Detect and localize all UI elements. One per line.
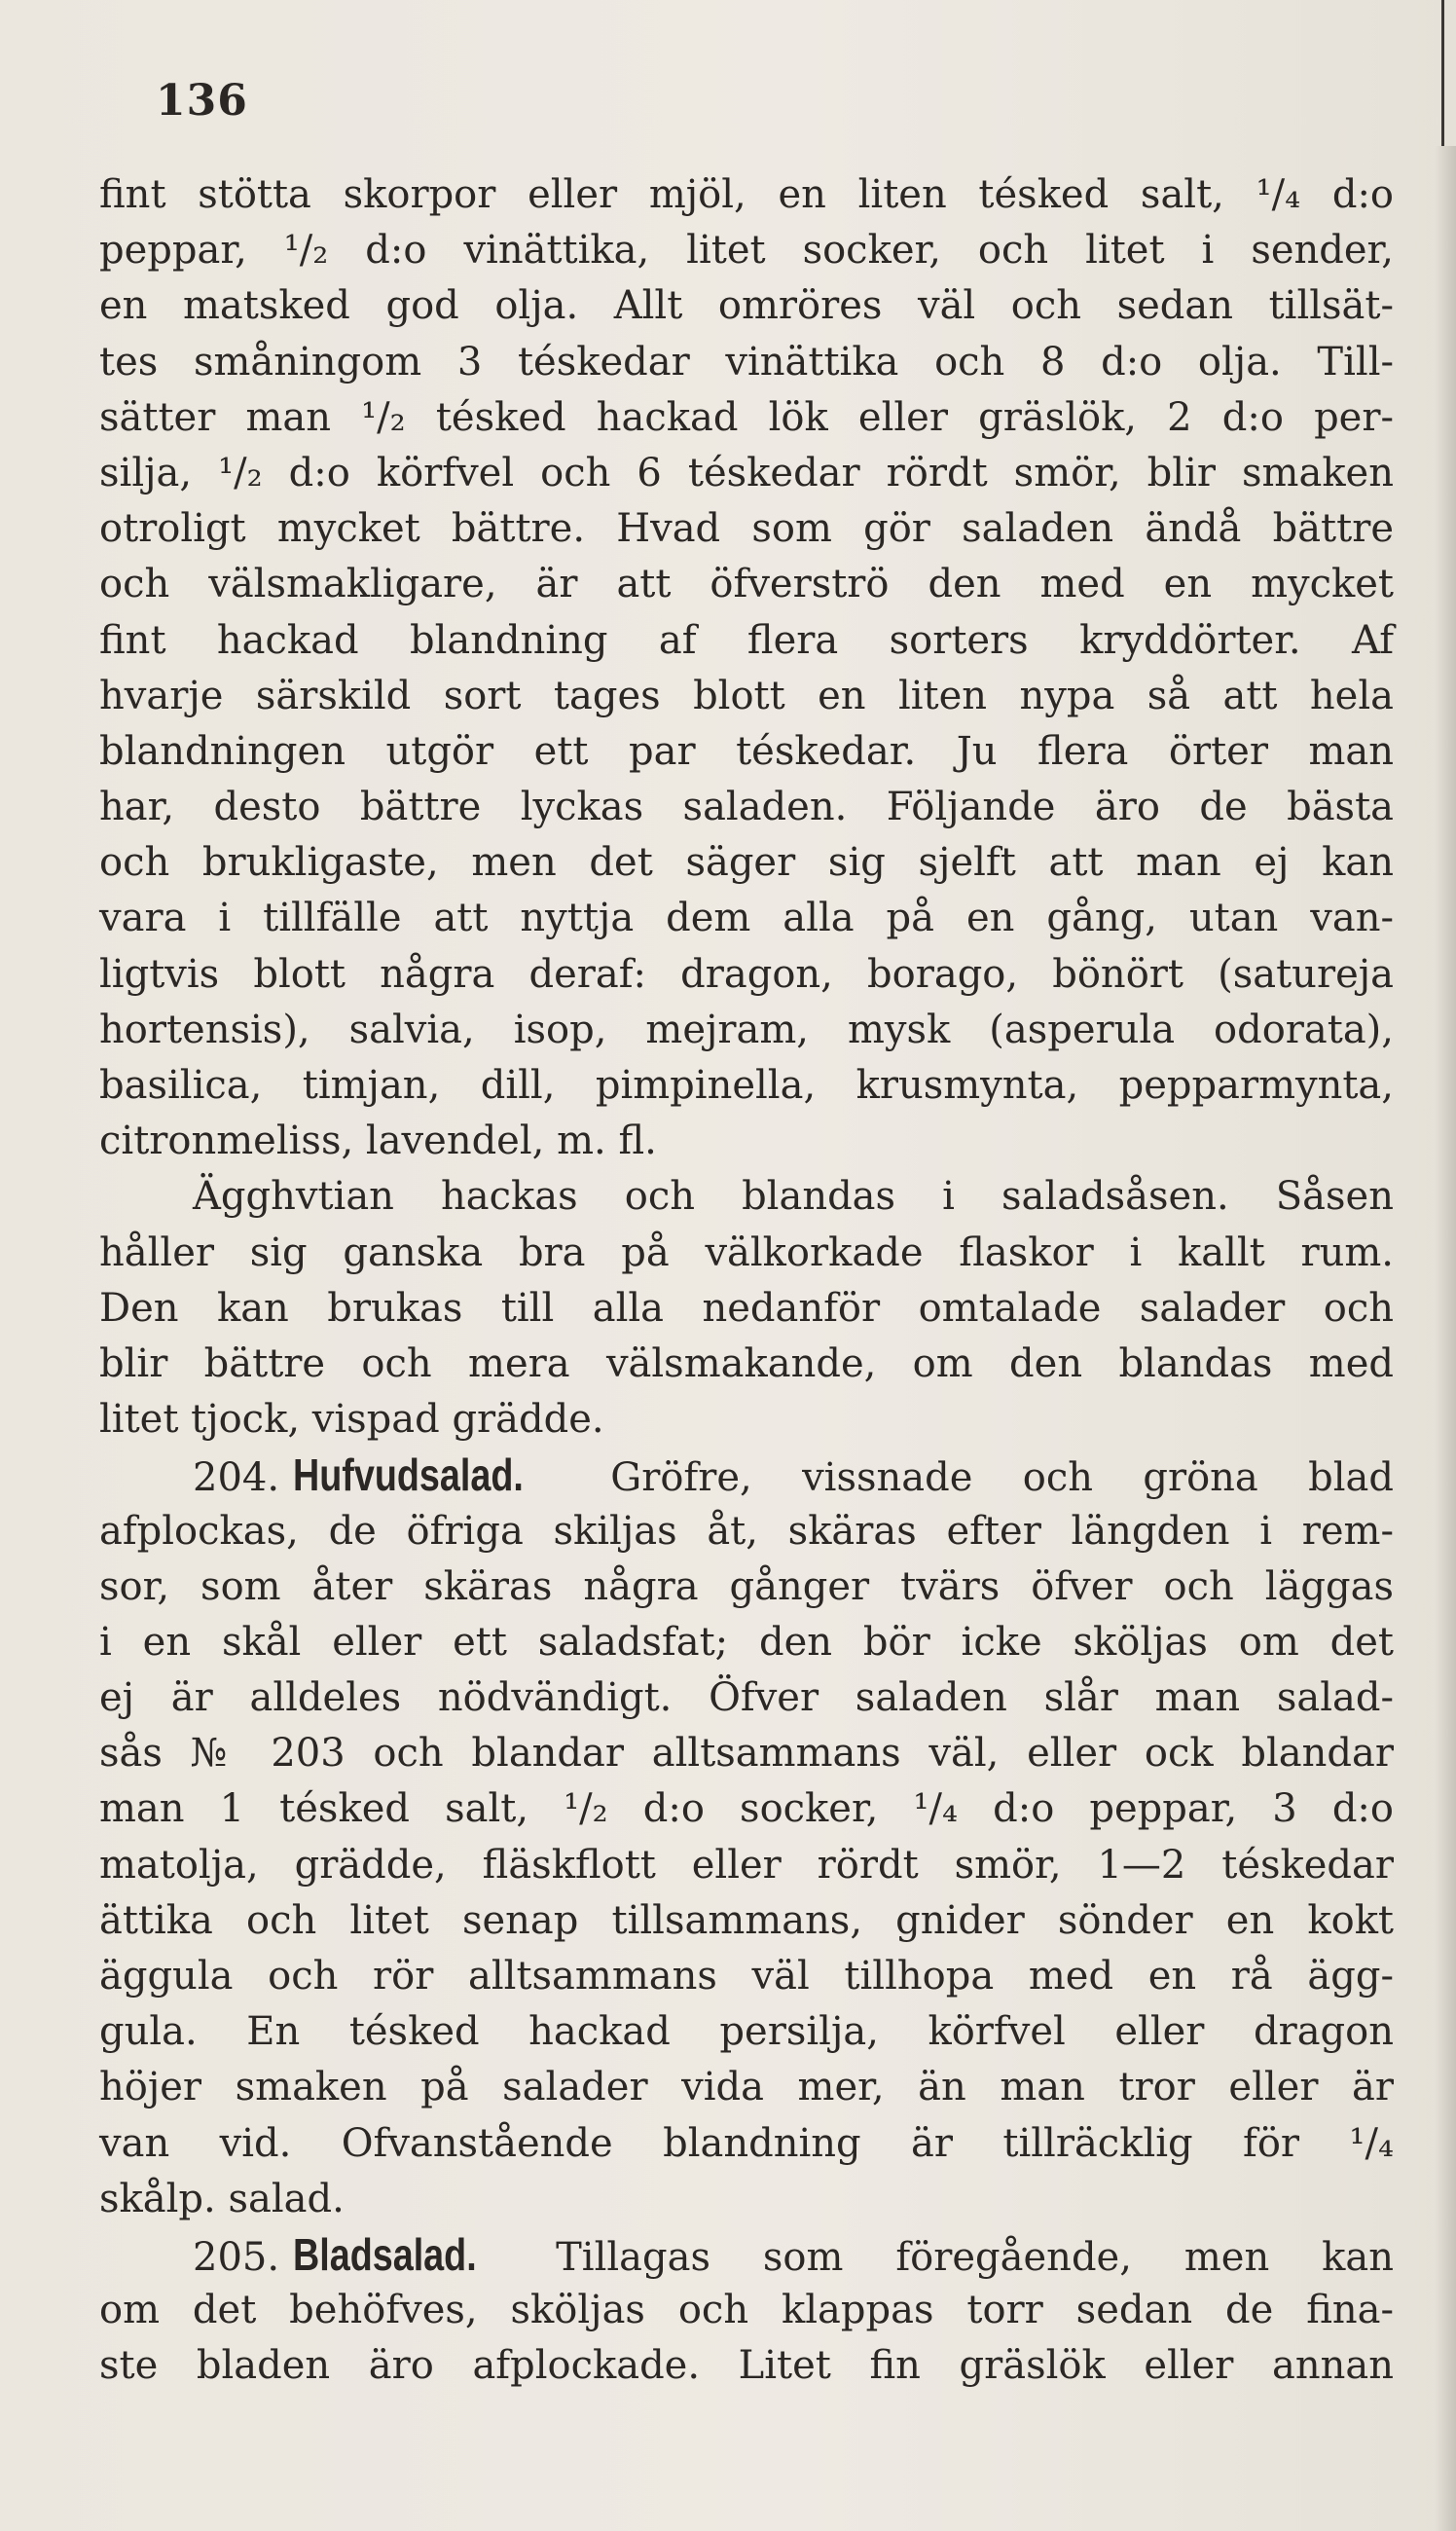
text-line: höjer smaken på salader vida mer, än man tror eller är [99, 2065, 1394, 2110]
text-line: tes småningom 3 téskedar vinättika och 8 d:o olja. Till- [99, 339, 1394, 385]
text-line: en matsked god olja. Allt omröres väl och sedan tillsät- [99, 283, 1394, 329]
text-line: sås № 203 och blandar alltsammans väl, eller ock blandar [99, 1731, 1394, 1777]
text-line: vara i tillfälle att nyttja dem alla på en gång, utan van- [99, 896, 1394, 941]
text-line: skålp. salad. [99, 2176, 345, 2221]
paragraph-dressing-continued [99, 167, 1394, 1169]
text-line: citronmeliss, lavendel, m. fl. [99, 1119, 657, 1164]
recipe-title: Hufvudsalad. [293, 1449, 524, 1501]
text-line: blandningen utgör ett par téskedar. Ju flera örter man [99, 728, 1394, 774]
text-line: silja, ¹/₂ d:o körfvel och 6 téskedar rördt smör, blir smaken [99, 450, 1394, 495]
text-line: man 1 tésked salt, ¹/₂ d:o socker, ¹/₄ d:o peppar, 3 d:o [99, 1786, 1394, 1832]
text-line: Ägghvtian hackas och blandas i saladsåsen. Såsen [193, 1174, 1394, 1220]
text-line: otroligt mycket bättre. Hvad som gör saladen ändå bättre [99, 506, 1394, 552]
text-line: och välsmakligare, är att öfverströ den med en mycket [99, 562, 1394, 607]
text-line: van vid. Ofvanstående blandning är tillräcklig för ¹/₄ [99, 2120, 1394, 2166]
text-line: fint stötta skorpor eller mjöl, en liten tésked salt, ¹/₄ d:o [99, 172, 1394, 217]
text-line: om det behöfves, sköljas och klappas torr sedan de fina- [99, 2288, 1394, 2333]
text-line: basilica, timjan, dill, pimpinella, krusmynta, pepparmynta, [99, 1063, 1394, 1108]
text-line: matolja, grädde, fläskflott eller rördt smör, 1—2 téskedar [99, 1842, 1394, 1888]
page-number: 136 [156, 76, 248, 126]
binding-edge-line [1441, 0, 1444, 146]
text-line: fint hackad blandning af flera sorters kryddörter. Af [99, 617, 1394, 663]
text-line: i en skål eller ett saladsfat; den bör icke sköljas om det [99, 1619, 1394, 1665]
text-line: och brukligaste, men det säger sig sjelft att man ej kan [99, 840, 1394, 886]
text-line: gula. En tésked hackad persilja, körfvel eller dragon [99, 2009, 1394, 2055]
recipe-204 [99, 1448, 1394, 2227]
recipe-heading-line [99, 2227, 1394, 2283]
text-line: håller sig ganska bra på välkorkade flaskor i kallt rum. [99, 1229, 1394, 1275]
text-line: äggula och rör alltsammans väl tillhopa med en rå ägg- [99, 1954, 1394, 1999]
text-line: ligtvis blott några deraf: dragon, borago, bönört (satureja [99, 951, 1394, 997]
text-line: Den kan brukas till alla nedanför omtalade salader och [99, 1285, 1394, 1331]
recipe-heading-line [99, 1448, 1394, 1503]
recipe-first-line-text: Gröfre, vissnade och gröna blad [610, 1455, 1394, 1501]
recipe-title: Bladsalad. [293, 2228, 477, 2280]
page-edge-shadow [1435, 146, 1456, 2531]
recipe-number: 205. [193, 2234, 280, 2280]
text-line: afplockas, de öfriga skiljas åt, skäras efter längden i rem- [99, 1508, 1394, 1554]
text-line: ste bladen äro afplockade. Litet fin gräslök eller annan [99, 2343, 1394, 2389]
text-line: sor, som åter skäras några gånger tvärs öfver och läggas [99, 1563, 1394, 1609]
text-line: sätter man ¹/₂ tésked hackad lök eller gräslök, 2 d:o per- [99, 394, 1394, 440]
text-line: ättika och litet senap tillsammans, gnider sönder en kokt [99, 1897, 1394, 1943]
text-line: blir bättre och mera välsmakande, om den blandas med [99, 1340, 1394, 1386]
body-text [99, 167, 1394, 2395]
text-line: litet tjock, vispad grädde. [99, 1397, 604, 1443]
text-line: hvarje särskild sort tages blott en liten nypa så att hela [99, 673, 1394, 718]
text-line: hortensis), salvia, isop, mejram, mysk (asperula odorata), [99, 1007, 1394, 1052]
recipe-first-line-text: Tillagas som föregående, men kan [556, 2234, 1394, 2280]
recipe-205 [99, 2227, 1394, 2395]
paragraph-egg-white [99, 1169, 1394, 1448]
text-line: har, desto bättre lyckas saladen. Följande äro de bästa [99, 785, 1394, 830]
recipe-number: 204. [193, 1455, 280, 1501]
text-line: peppar, ¹/₂ d:o vinättika, litet socker, och litet i sender, [99, 228, 1394, 274]
text-line: ej är alldeles nödvändigt. Öfver saladen slår man salad- [99, 1675, 1394, 1721]
